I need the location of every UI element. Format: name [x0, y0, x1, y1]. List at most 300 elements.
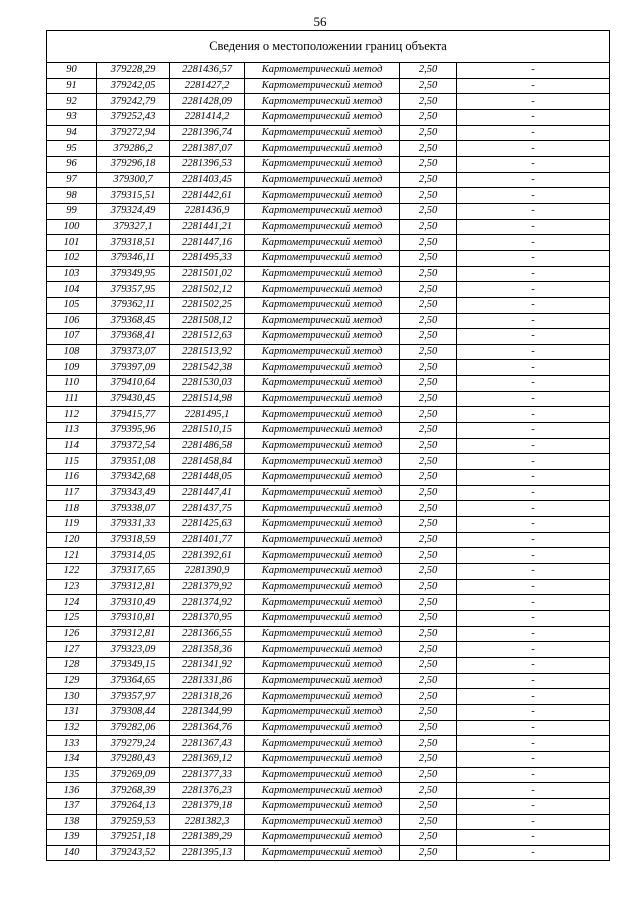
description-cell: - [457, 313, 610, 329]
point-number-cell: 96 [47, 156, 97, 172]
point-number-cell: 108 [47, 344, 97, 360]
x-coordinate-cell: 379349,95 [97, 266, 170, 282]
error-cell: 2,50 [400, 78, 457, 94]
table-title-row [47, 31, 610, 63]
x-coordinate-cell: 379430,45 [97, 391, 170, 407]
error-cell: 2,50 [400, 235, 457, 251]
point-number-cell: 100 [47, 219, 97, 235]
description-cell: - [457, 830, 610, 846]
point-number-cell: 110 [47, 376, 97, 392]
error-cell: 2,50 [400, 172, 457, 188]
table-row [47, 219, 610, 235]
table-row [47, 720, 610, 736]
point-number-cell: 122 [47, 564, 97, 580]
table-row [47, 282, 610, 298]
error-cell: 2,50 [400, 704, 457, 720]
table-row [47, 250, 610, 266]
x-coordinate-cell: 379242,79 [97, 94, 170, 110]
table-row [47, 501, 610, 517]
table-title: Сведения о местоположении границ объекта [47, 31, 610, 63]
method-cell: Картометрический метод [245, 470, 400, 486]
point-number-cell: 97 [47, 172, 97, 188]
point-number-cell: 115 [47, 454, 97, 470]
point-number-cell: 125 [47, 610, 97, 626]
table-row [47, 610, 610, 626]
y-coordinate-cell: 2281425,63 [170, 517, 245, 533]
point-number-cell: 136 [47, 783, 97, 799]
error-cell: 2,50 [400, 751, 457, 767]
x-coordinate-cell: 379280,43 [97, 751, 170, 767]
y-coordinate-cell: 2281382,3 [170, 814, 245, 830]
y-coordinate-cell: 2281514,98 [170, 391, 245, 407]
y-coordinate-cell: 2281495,1 [170, 407, 245, 423]
table-row [47, 78, 610, 94]
method-cell: Картометрический метод [245, 626, 400, 642]
x-coordinate-cell: 379415,77 [97, 407, 170, 423]
method-cell: Картометрический метод [245, 235, 400, 251]
x-coordinate-cell: 379269,09 [97, 767, 170, 783]
table-row [47, 767, 610, 783]
description-cell: - [457, 235, 610, 251]
x-coordinate-cell: 379243,52 [97, 845, 170, 861]
error-cell: 2,50 [400, 845, 457, 861]
table-row [47, 517, 610, 533]
description-cell: - [457, 391, 610, 407]
point-number-cell: 105 [47, 297, 97, 313]
x-coordinate-cell: 379296,18 [97, 156, 170, 172]
x-coordinate-cell: 379272,94 [97, 125, 170, 141]
method-cell: Картометрический метод [245, 266, 400, 282]
y-coordinate-cell: 2281448,05 [170, 470, 245, 486]
x-coordinate-cell: 379410,64 [97, 376, 170, 392]
error-cell: 2,50 [400, 720, 457, 736]
y-coordinate-cell: 2281486,58 [170, 438, 245, 454]
error-cell: 2,50 [400, 329, 457, 345]
y-coordinate-cell: 2281502,12 [170, 282, 245, 298]
table-row [47, 360, 610, 376]
point-number-cell: 98 [47, 188, 97, 204]
description-cell: - [457, 657, 610, 673]
method-cell: Картометрический метод [245, 657, 400, 673]
y-coordinate-cell: 2281508,12 [170, 313, 245, 329]
x-coordinate-cell: 379349,15 [97, 657, 170, 673]
point-number-cell: 128 [47, 657, 97, 673]
y-coordinate-cell: 2281367,43 [170, 736, 245, 752]
y-coordinate-cell: 2281395,13 [170, 845, 245, 861]
x-coordinate-cell: 379314,05 [97, 548, 170, 564]
error-cell: 2,50 [400, 250, 457, 266]
method-cell: Картометрический метод [245, 344, 400, 360]
method-cell: Картометрический метод [245, 704, 400, 720]
method-cell: Картометрический метод [245, 501, 400, 517]
description-cell: - [457, 470, 610, 486]
y-coordinate-cell: 2281427,2 [170, 78, 245, 94]
x-coordinate-cell: 379343,49 [97, 485, 170, 501]
x-coordinate-cell: 379324,49 [97, 203, 170, 219]
method-cell: Картометрический метод [245, 360, 400, 376]
error-cell: 2,50 [400, 438, 457, 454]
x-coordinate-cell: 379317,65 [97, 564, 170, 580]
error-cell: 2,50 [400, 517, 457, 533]
method-cell: Картометрический метод [245, 391, 400, 407]
description-cell: - [457, 329, 610, 345]
method-cell: Картометрический метод [245, 783, 400, 799]
method-cell: Картометрический метод [245, 63, 400, 79]
point-number-cell: 92 [47, 94, 97, 110]
y-coordinate-cell: 2281331,86 [170, 673, 245, 689]
error-cell: 2,50 [400, 532, 457, 548]
x-coordinate-cell: 379395,96 [97, 423, 170, 439]
y-coordinate-cell: 2281502,25 [170, 297, 245, 313]
method-cell: Картометрический метод [245, 438, 400, 454]
description-cell: - [457, 485, 610, 501]
point-number-cell: 133 [47, 736, 97, 752]
table-row [47, 470, 610, 486]
y-coordinate-cell: 2281389,29 [170, 830, 245, 846]
description-cell: - [457, 720, 610, 736]
x-coordinate-cell: 379312,81 [97, 626, 170, 642]
method-cell: Картометрический метод [245, 845, 400, 861]
description-cell: - [457, 845, 610, 861]
x-coordinate-cell: 379259,53 [97, 814, 170, 830]
method-cell: Картометрический метод [245, 188, 400, 204]
y-coordinate-cell: 2281392,61 [170, 548, 245, 564]
table-row [47, 830, 610, 846]
description-cell: - [457, 626, 610, 642]
method-cell: Картометрический метод [245, 532, 400, 548]
error-cell: 2,50 [400, 501, 457, 517]
point-number-cell: 117 [47, 485, 97, 501]
y-coordinate-cell: 2281403,45 [170, 172, 245, 188]
y-coordinate-cell: 2281513,92 [170, 344, 245, 360]
method-cell: Картометрический метод [245, 219, 400, 235]
error-cell: 2,50 [400, 188, 457, 204]
table-row [47, 485, 610, 501]
method-cell: Картометрический метод [245, 751, 400, 767]
x-coordinate-cell: 379318,51 [97, 235, 170, 251]
x-coordinate-cell: 379357,95 [97, 282, 170, 298]
description-cell: - [457, 798, 610, 814]
table-row [47, 188, 610, 204]
description-cell: - [457, 344, 610, 360]
point-number-cell: 99 [47, 203, 97, 219]
point-number-cell: 121 [47, 548, 97, 564]
x-coordinate-cell: 379327,1 [97, 219, 170, 235]
y-coordinate-cell: 2281428,09 [170, 94, 245, 110]
point-number-cell: 113 [47, 423, 97, 439]
description-cell: - [457, 109, 610, 125]
y-coordinate-cell: 2281437,75 [170, 501, 245, 517]
error-cell: 2,50 [400, 736, 457, 752]
point-number-cell: 123 [47, 579, 97, 595]
x-coordinate-cell: 379368,45 [97, 313, 170, 329]
x-coordinate-cell: 379310,49 [97, 595, 170, 611]
table-row [47, 814, 610, 830]
point-number-cell: 94 [47, 125, 97, 141]
y-coordinate-cell: 2281341,92 [170, 657, 245, 673]
x-coordinate-cell: 379308,44 [97, 704, 170, 720]
point-number-cell: 103 [47, 266, 97, 282]
point-number-cell: 131 [47, 704, 97, 720]
table-row [47, 626, 610, 642]
table-row [47, 94, 610, 110]
table-row [47, 63, 610, 79]
x-coordinate-cell: 379364,65 [97, 673, 170, 689]
x-coordinate-cell: 379342,68 [97, 470, 170, 486]
x-coordinate-cell: 379362,11 [97, 297, 170, 313]
x-coordinate-cell: 379318,59 [97, 532, 170, 548]
y-coordinate-cell: 2281364,76 [170, 720, 245, 736]
point-number-cell: 135 [47, 767, 97, 783]
boundary-table [46, 30, 610, 861]
x-coordinate-cell: 379279,24 [97, 736, 170, 752]
error-cell: 2,50 [400, 391, 457, 407]
x-coordinate-cell: 379331,33 [97, 517, 170, 533]
method-cell: Картометрический метод [245, 172, 400, 188]
table-row [47, 235, 610, 251]
y-coordinate-cell: 2281441,21 [170, 219, 245, 235]
description-cell: - [457, 751, 610, 767]
method-cell: Картометрический метод [245, 125, 400, 141]
table-row [47, 313, 610, 329]
table-row [47, 156, 610, 172]
point-number-cell: 118 [47, 501, 97, 517]
y-coordinate-cell: 2281442,61 [170, 188, 245, 204]
error-cell: 2,50 [400, 141, 457, 157]
description-cell: - [457, 219, 610, 235]
method-cell: Картометрический метод [245, 595, 400, 611]
method-cell: Картометрический метод [245, 517, 400, 533]
method-cell: Картометрический метод [245, 564, 400, 580]
table-row [47, 532, 610, 548]
error-cell: 2,50 [400, 203, 457, 219]
point-number-cell: 104 [47, 282, 97, 298]
x-coordinate-cell: 379242,05 [97, 78, 170, 94]
description-cell: - [457, 564, 610, 580]
y-coordinate-cell: 2281379,92 [170, 579, 245, 595]
method-cell: Картометрический метод [245, 767, 400, 783]
x-coordinate-cell: 379286,2 [97, 141, 170, 157]
description-cell: - [457, 172, 610, 188]
point-number-cell: 111 [47, 391, 97, 407]
y-coordinate-cell: 2281458,84 [170, 454, 245, 470]
error-cell: 2,50 [400, 454, 457, 470]
table-row [47, 673, 610, 689]
point-number-cell: 138 [47, 814, 97, 830]
error-cell: 2,50 [400, 109, 457, 125]
description-cell: - [457, 579, 610, 595]
method-cell: Картометрический метод [245, 798, 400, 814]
y-coordinate-cell: 2281447,16 [170, 235, 245, 251]
error-cell: 2,50 [400, 63, 457, 79]
error-cell: 2,50 [400, 219, 457, 235]
y-coordinate-cell: 2281530,03 [170, 376, 245, 392]
point-number-cell: 102 [47, 250, 97, 266]
table-row [47, 329, 610, 345]
table-row [47, 736, 610, 752]
y-coordinate-cell: 2281436,57 [170, 63, 245, 79]
table-row [47, 344, 610, 360]
x-coordinate-cell: 379310,81 [97, 610, 170, 626]
description-cell: - [457, 783, 610, 799]
point-number-cell: 91 [47, 78, 97, 94]
description-cell: - [457, 266, 610, 282]
x-coordinate-cell: 379315,51 [97, 188, 170, 204]
table-row [47, 391, 610, 407]
point-number-cell: 137 [47, 798, 97, 814]
error-cell: 2,50 [400, 156, 457, 172]
table-row [47, 689, 610, 705]
table-row [47, 438, 610, 454]
error-cell: 2,50 [400, 814, 457, 830]
y-coordinate-cell: 2281377,33 [170, 767, 245, 783]
x-coordinate-cell: 379372,54 [97, 438, 170, 454]
point-number-cell: 109 [47, 360, 97, 376]
error-cell: 2,50 [400, 626, 457, 642]
point-number-cell: 126 [47, 626, 97, 642]
description-cell: - [457, 814, 610, 830]
method-cell: Картометрический метод [245, 156, 400, 172]
table-row [47, 109, 610, 125]
error-cell: 2,50 [400, 642, 457, 658]
y-coordinate-cell: 2281318,26 [170, 689, 245, 705]
error-cell: 2,50 [400, 595, 457, 611]
x-coordinate-cell: 379251,18 [97, 830, 170, 846]
point-number-cell: 140 [47, 845, 97, 861]
x-coordinate-cell: 379282,06 [97, 720, 170, 736]
error-cell: 2,50 [400, 579, 457, 595]
point-number-cell: 93 [47, 109, 97, 125]
description-cell: - [457, 673, 610, 689]
y-coordinate-cell: 2281396,53 [170, 156, 245, 172]
point-number-cell: 114 [47, 438, 97, 454]
y-coordinate-cell: 2281512,63 [170, 329, 245, 345]
method-cell: Картометрический метод [245, 689, 400, 705]
y-coordinate-cell: 2281390,9 [170, 564, 245, 580]
y-coordinate-cell: 2281501,02 [170, 266, 245, 282]
point-number-cell: 107 [47, 329, 97, 345]
point-number-cell: 106 [47, 313, 97, 329]
table-row [47, 595, 610, 611]
table-row [47, 783, 610, 799]
method-cell: Картометрический метод [245, 736, 400, 752]
method-cell: Картометрический метод [245, 313, 400, 329]
method-cell: Картометрический метод [245, 454, 400, 470]
method-cell: Картометрический метод [245, 423, 400, 439]
x-coordinate-cell: 379252,43 [97, 109, 170, 125]
table-row [47, 642, 610, 658]
table-row [47, 657, 610, 673]
description-cell: - [457, 501, 610, 517]
description-cell: - [457, 94, 610, 110]
point-number-cell: 134 [47, 751, 97, 767]
x-coordinate-cell: 379300,7 [97, 172, 170, 188]
description-cell: - [457, 704, 610, 720]
table-row [47, 798, 610, 814]
error-cell: 2,50 [400, 266, 457, 282]
table-row [47, 845, 610, 861]
point-number-cell: 116 [47, 470, 97, 486]
description-cell: - [457, 595, 610, 611]
y-coordinate-cell: 2281369,12 [170, 751, 245, 767]
error-cell: 2,50 [400, 830, 457, 846]
description-cell: - [457, 63, 610, 79]
table-row [47, 564, 610, 580]
error-cell: 2,50 [400, 282, 457, 298]
point-number-cell: 101 [47, 235, 97, 251]
y-coordinate-cell: 2281414,2 [170, 109, 245, 125]
method-cell: Картометрический метод [245, 579, 400, 595]
method-cell: Картометрический метод [245, 642, 400, 658]
point-number-cell: 130 [47, 689, 97, 705]
x-coordinate-cell: 379368,41 [97, 329, 170, 345]
description-cell: - [457, 689, 610, 705]
description-cell: - [457, 203, 610, 219]
point-number-cell: 119 [47, 517, 97, 533]
y-coordinate-cell: 2281401,77 [170, 532, 245, 548]
description-cell: - [457, 141, 610, 157]
error-cell: 2,50 [400, 423, 457, 439]
page-number: 56 [313, 14, 327, 29]
method-cell: Картометрический метод [245, 830, 400, 846]
method-cell: Картометрический метод [245, 610, 400, 626]
method-cell: Картометрический метод [245, 485, 400, 501]
point-number-cell: 124 [47, 595, 97, 611]
x-coordinate-cell: 379268,39 [97, 783, 170, 799]
table-row [47, 125, 610, 141]
y-coordinate-cell: 2281542,38 [170, 360, 245, 376]
x-coordinate-cell: 379357,97 [97, 689, 170, 705]
error-cell: 2,50 [400, 94, 457, 110]
method-cell: Картометрический метод [245, 548, 400, 564]
point-number-cell: 132 [47, 720, 97, 736]
error-cell: 2,50 [400, 360, 457, 376]
error-cell: 2,50 [400, 689, 457, 705]
table-row [47, 579, 610, 595]
error-cell: 2,50 [400, 673, 457, 689]
error-cell: 2,50 [400, 407, 457, 423]
x-coordinate-cell: 379338,07 [97, 501, 170, 517]
description-cell: - [457, 360, 610, 376]
y-coordinate-cell: 2281447,41 [170, 485, 245, 501]
y-coordinate-cell: 2281387,07 [170, 141, 245, 157]
description-cell: - [457, 423, 610, 439]
x-coordinate-cell: 379323,09 [97, 642, 170, 658]
y-coordinate-cell: 2281366,55 [170, 626, 245, 642]
x-coordinate-cell: 379228,29 [97, 63, 170, 79]
description-cell: - [457, 454, 610, 470]
description-cell: - [457, 156, 610, 172]
method-cell: Картометрический метод [245, 297, 400, 313]
error-cell: 2,50 [400, 470, 457, 486]
error-cell: 2,50 [400, 344, 457, 360]
method-cell: Картометрический метод [245, 329, 400, 345]
point-number-cell: 120 [47, 532, 97, 548]
table-row [47, 751, 610, 767]
description-cell: - [457, 250, 610, 266]
description-cell: - [457, 438, 610, 454]
y-coordinate-cell: 2281370,95 [170, 610, 245, 626]
y-coordinate-cell: 2281396,74 [170, 125, 245, 141]
method-cell: Картометрический метод [245, 78, 400, 94]
y-coordinate-cell: 2281344,99 [170, 704, 245, 720]
y-coordinate-cell: 2281358,36 [170, 642, 245, 658]
y-coordinate-cell: 2281436,9 [170, 203, 245, 219]
table-row [47, 376, 610, 392]
error-cell: 2,50 [400, 485, 457, 501]
description-cell: - [457, 297, 610, 313]
error-cell: 2,50 [400, 297, 457, 313]
